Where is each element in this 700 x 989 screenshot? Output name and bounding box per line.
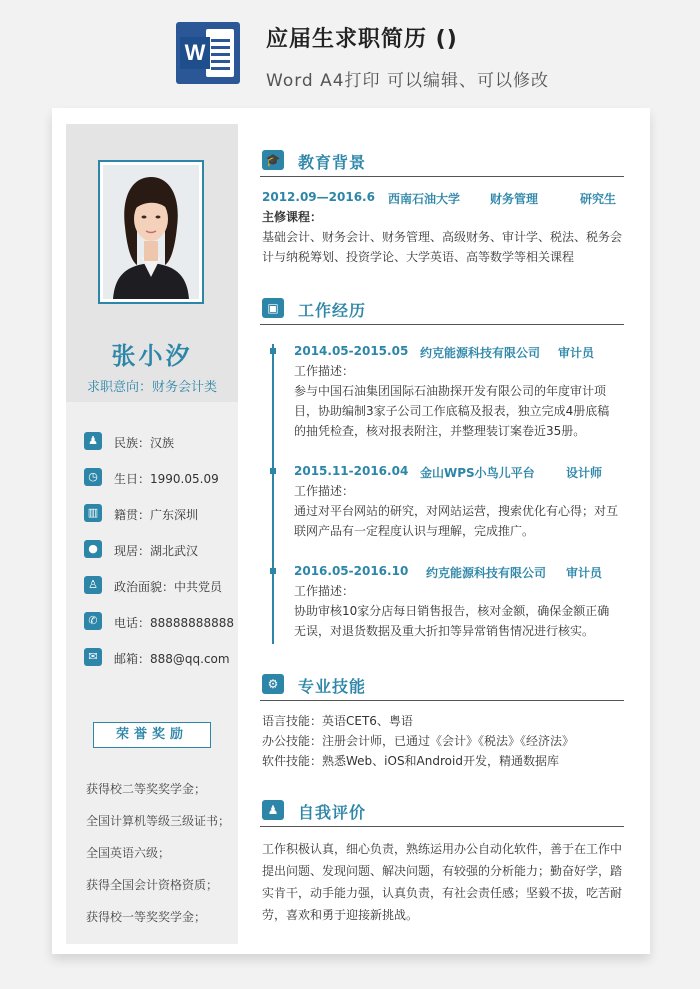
- work-desc-line: 无误，对退货数据及重大折扣等异常销售情况进行核实。: [294, 624, 595, 638]
- briefcase-icon: ▣: [262, 298, 284, 318]
- sidebar: [66, 124, 238, 944]
- word-letter: W: [180, 37, 210, 69]
- info-text: 邮箱：888@qq.com: [114, 652, 230, 666]
- work-desc-line: 联网产品有一定程度认识与理解，完成推广。: [294, 524, 535, 538]
- work-period: 2014.05-2015.05: [294, 344, 409, 358]
- job-intent: 求职意向：财务会计类: [86, 380, 217, 395]
- work-period: 2015.11-2016.04: [294, 464, 409, 478]
- work-desc-line: 的抽凭检查，核对报表附注，并整理装订案卷近35册。: [294, 424, 586, 438]
- mail-icon: ✉: [84, 648, 102, 666]
- skill-line: 办公技能：注册会计师，已通过《会计》《税法》《经济法》: [262, 734, 575, 748]
- profile-header: [66, 124, 238, 402]
- info-text: 生日：1990.05.09: [114, 472, 219, 486]
- avatar: [98, 160, 204, 304]
- gear-icon: ⚙: [262, 674, 284, 694]
- timeline-dot: [270, 468, 276, 474]
- courses-line: 计与纳税筹划、投资学论、大学英语、高等数学等相关课程: [262, 250, 575, 264]
- education-title: 教育背景: [298, 153, 367, 172]
- honor-item: 获得全国会计资格资质；: [86, 878, 219, 892]
- education-degree: 研究生: [580, 192, 617, 206]
- self-eval-line: 实肯干，动手能力强，认真负责，有社会责任感；坚毅不拔，吃苦耐: [262, 886, 623, 900]
- badge-icon: ♙: [84, 576, 102, 594]
- word-icon: [176, 22, 240, 84]
- work-desc-label: 工作描述：: [294, 484, 355, 498]
- education-major: 财务管理: [490, 192, 539, 206]
- work-role: 审计员: [558, 346, 595, 360]
- info-text: 政治面貌：中共党员: [114, 580, 223, 594]
- banner-subtitle: Word A4打印 可以编辑、可以修改: [266, 71, 549, 91]
- work-desc-label: 工作描述：: [294, 364, 355, 378]
- work-desc-line: 协助审核10家分店每日销售报告，核对金额，确保金额正确: [294, 604, 610, 618]
- portrait-photo: [103, 165, 199, 299]
- work-desc-line: 目，协助编制3家子公司工作底稿及报表，独立完成4册底稿: [294, 404, 610, 418]
- main-content: [260, 108, 624, 954]
- honor-item: 全国计算机等级三级证书；: [86, 814, 231, 828]
- self-eval-line: 提出问题、发现问题、解决问题，有较强的分析能力；勤奋好学，踏: [262, 864, 623, 878]
- info-political-status: [84, 576, 244, 596]
- work-period: 2016.05-2016.10: [294, 564, 409, 578]
- info-ethnicity: [84, 432, 244, 452]
- self-eval-line: 劳，喜欢和勇于迎接新挑战。: [262, 908, 419, 922]
- work-desc-line: 通过对平台网站的研究，对网站运营，搜索优化有心得；对互: [294, 504, 619, 518]
- info-residence: [84, 540, 244, 560]
- location-icon: ●: [84, 540, 102, 558]
- info-text: 电话：88888888888: [114, 616, 234, 630]
- info-birthday: [84, 468, 244, 488]
- info-text: 民族：汉族: [114, 436, 175, 450]
- self-eval-line: 工作积极认真，细心负责，熟练运用办公自动化软件，善于在工作中: [262, 842, 623, 856]
- banner-title: 应届生求职简历 (): [266, 27, 458, 52]
- timeline-line: [272, 344, 274, 644]
- courses-line: 基础会计、财务会计、财务管理、高级财务、审计学、税法、税务会: [262, 230, 623, 244]
- work-company: 约克能源科技有限公司: [426, 566, 547, 580]
- chart-icon: ▥: [84, 504, 102, 522]
- info-text: 现居：湖北武汉: [114, 544, 199, 558]
- work-role: 设计师: [566, 466, 603, 480]
- user-icon: ♟: [262, 800, 284, 820]
- info-phone: [84, 612, 244, 632]
- banner: [0, 0, 700, 108]
- work-company: 金山WPS小鸟儿平台: [420, 466, 535, 480]
- honors-title: 荣誉奖励: [93, 722, 211, 748]
- phone-icon: ✆: [84, 612, 102, 630]
- education-school: 西南石油大学: [388, 192, 461, 206]
- education-period: 2012.09—2016.6: [262, 190, 375, 204]
- work-desc-line: 参与中国石油集团国际石油勘探开发有限公司的年度审计项: [294, 384, 607, 398]
- skills-title: 专业技能: [298, 677, 367, 696]
- self-eval-section-header: [260, 798, 624, 827]
- honor-item: 获得校一等奖奖学金；: [86, 910, 207, 924]
- info-email: [84, 648, 244, 668]
- education-section-header: [260, 148, 624, 177]
- graduation-cap-icon: 🎓: [262, 150, 284, 170]
- info-hometown: [84, 504, 244, 524]
- person-icon: ♟: [84, 432, 102, 450]
- skills-section-header: [260, 672, 624, 701]
- clock-icon: ◷: [84, 468, 102, 486]
- info-text: 籍贯：广东深圳: [114, 508, 199, 522]
- skill-line: 软件技能：熟悉Web、iOS和Android开发，精通数据库: [262, 754, 559, 768]
- honor-item: 全国英语六级；: [86, 846, 171, 860]
- honor-item: 获得校二等奖奖学金；: [86, 782, 207, 796]
- work-company: 约克能源科技有限公司: [420, 346, 541, 360]
- self-eval-title: 自我评价: [298, 803, 367, 822]
- course-label: 主修课程：: [262, 210, 323, 224]
- work-desc-label: 工作描述：: [294, 584, 355, 598]
- candidate-name: 张小汐: [111, 342, 193, 370]
- timeline-dot: [270, 568, 276, 574]
- skill-line: 语言技能：英语CET6、粤语: [262, 714, 413, 728]
- work-title: 工作经历: [298, 301, 367, 320]
- work-section-header: [260, 296, 624, 325]
- resume-page: [52, 108, 650, 954]
- work-role: 审计员: [566, 566, 603, 580]
- timeline-dot: [270, 348, 276, 354]
